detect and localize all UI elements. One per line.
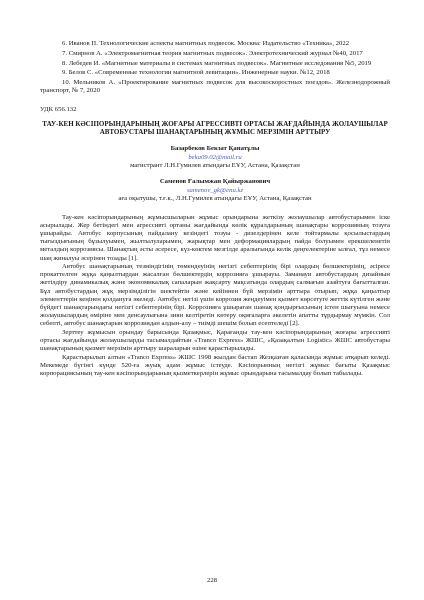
page-number: 228 [206,577,218,584]
body-paragraph: Зерттеу жұмысын орындау барысында Қазақмыс, Қарағанды тау-кен кәсіпорындарының жоғары агрессивті ортасы жағдайында жолаушыларды тасымалдайтын «Tranco Express» ЖШС, «Қазақалтын Logistic» ЖШС автобустары шанақтарының қызмет мерзімін арттыру шараларын өзіне қарастырылады. [40,328,390,353]
reference-item: 6. Иванов П. Технологические аспекты магнитных подвесок. Москва: Издательство «Техника», 2022 [62,40,350,47]
author-block [40,178,390,203]
author-email-link[interactable]: samenov_gk@enu.kz [186,186,244,194]
reference-item: 10. Мельников А. «Проектирование магнитных подвесок для высокоскоростных поездов». Железнодорожный транспорт, № 7, 2020 [40,79,390,95]
body-paragraph: Тау-кен кәсіпорындарының жұмысшыларын жұмыс орындарына жеткізу жолаушылар автобустарымен іске асырылады. Жер бетіндегі мен агрессивті ортаны жағдайында көлік құралдарының шанақтары коррозияның тозуға ұшырайды. Автобус корпусының пайдалану кезіндегі тозуы - дизелдерінен келе тойтармалы қосылыстардың тығыздығының бұзылуымен, жылтылуларымен, жарықтар мен деформациялардың пайда болуымен ерекшеленетін металдың коррозиясы. Шанақтың әсты әсересе, күз-көктем мезгілде аралығында келік деңгелектеріне ылғал, тұз немесе шаң жиналуы әсерінен тозады [1]. [40,213,390,262]
article-title: ТАУ-КЕН КӘСІПОРЫНДАРЫНЫҢ ЖОҒАРЫ АГРЕССИВТІ ОРТАСЫ ЖАҒДАЙЫНДА ЖОЛАУШЫЛАР АВТОБУСТАРЫ ШАНАҚТАРЫНЫҢ ЖҰМЫС МЕРЗІМІН АРТТЫРУ [42,119,388,136]
body-paragraph: Автобус шанақтарының тезміндігінің төмендеуінің негізгі себептерінің бірі олардың бөлшектерінің, әсіресе прокаттелген жұқа қаңылтырдан жасалған бөлшектердің коррозияға ұшырауы. Заманауи автобустардың дизайнын жетілдіру динамикалық және экономикалық сапаларын жақсарту мақсатында олардың салмағын азайтуға бағытталған. Бұл автобустардың жұқ мерзімділігін шектейтін және кейіннен бүй мерзімін арттыра отырып, жұқа қаңылтыр элементтерін кеңінен қолдануға әкеледі. Автобус негізі үшін коррозия жеңдеуімен қызмет көрсетуге жеттік күтілген және бүйдегі шанақтарындағы негізгі себептерінің бірі. Коррозияға ұшыраған шанақ қондырғысының істен шығуына немесе жолаушылардың өміріне мен денсаулығына зиян келтіретін көтеру оқиғаларға әкелетін апатты тұрдырмау мүмкін. Сол себепті, автобус шанақтарын коррозиядан алдын-алу – тиімді шешім болып есептеледі [2]. [40,263,390,328]
author-name: Саменов Ғалымжан Қайыржанович [159,178,271,186]
udc-code: УДК 656.132 [40,105,77,113]
reference-list [40,40,390,96]
body-paragraph: Қарастырылып алтын «Tranco Express» ЖШС 1998 жылдан бастап Жезқазған қаласында жұмыс атқарып келеді. Мекемеде бүгінгі күнде 520-ға жуық адам жұмыс істеуде. Кәсіпорынның негізгі жұмыс бағыты Қазақмыс корпорациясының тау-кен кәсіпорындарының қызметкерлерін жұмыс орындарына тасымалдау болып табылады. [40,353,390,378]
author-affiliation: аға оқытушы, т.ғ.к., Л.Н.Гумилев атындағы ЕҰУ, Астана, Қазақстан [118,195,312,203]
author-name: Базарбеков Бекзат Қанатұлы [170,145,260,153]
reference-item: 7. Смирнов А. «Электромагнитная теория магнитных подвесок». Электротехнический журнал №40, 2017 [62,49,363,57]
author-affiliation: магистрант Л.Н.Гумилев атындағы ЕҰУ, Астана, Қазақстан [130,162,300,170]
author-email-link[interactable]: beka09.02@mail.ru [188,153,242,161]
author-block [40,145,390,170]
article-body [40,214,390,379]
reference-item: 9. Белов С. «Современные технологии магнитной левитации». Инженерные науки. №12, 2018 [62,69,330,77]
reference-item: 8. Лебедев И. «Магнитные материалы в системах магнитных подвесок». Магнитные исследования №5, 2019 [62,59,372,67]
